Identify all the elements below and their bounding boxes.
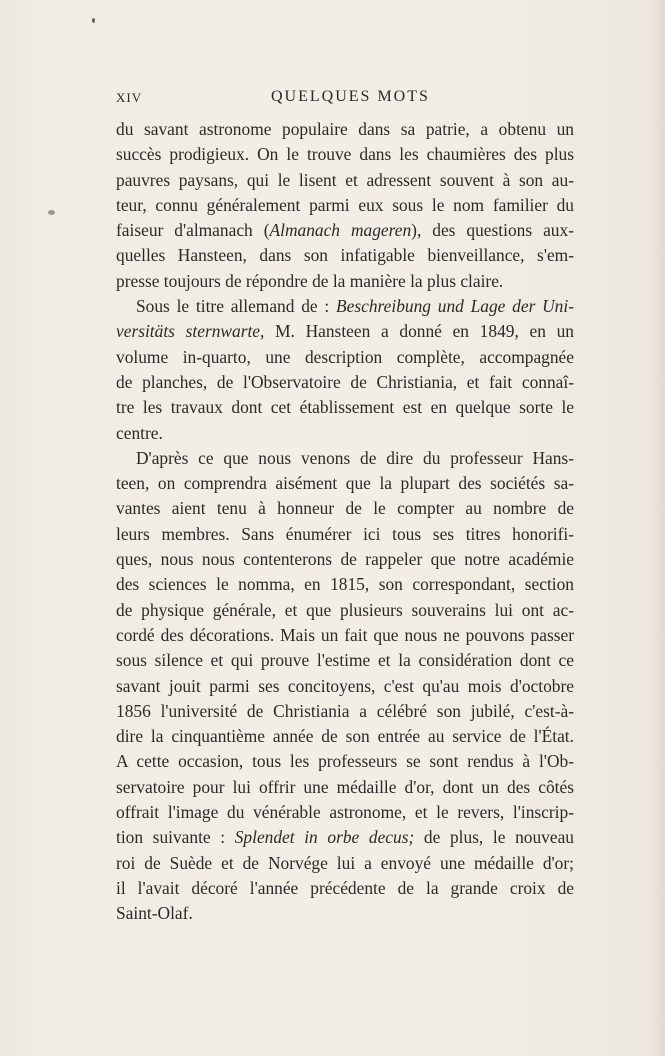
text-line: des sciences le nomma, en 1815, son correspondant, section [116,574,574,595]
text-line: Saint-Olaf. [116,903,193,924]
page-edge-shadow [651,0,665,1056]
text-line: D'après ce que nous venons de dire du professeur Hans- [136,447,574,468]
text-line: du savant astronome populaire dans sa patrie, a obtenu un [116,119,574,139]
italic-title: Beschreibung und Lage der Uni- [336,296,574,317]
text-line: tion suivante : Splendet in orbe decus; de plus, le nouveau [116,827,575,848]
italic-title: versitäts sternwarte [116,321,261,342]
running-title: QUELQUES MOTS [271,88,430,105]
text-line: offrait l'image du vénérable astronome, et le revers, l'inscrip- [116,802,574,823]
text-line: de physique générale, et que plusieurs souverains lui ont ac- [116,599,574,620]
paper-speck [92,18,95,23]
text-line: sous silence et qui prouve l'estime et la considération dont ce [116,650,574,671]
text-line: servatoire pour lui offrir une médaille d'or, dont un des côtés [116,776,574,797]
text-line: centre. [116,422,163,443]
text-line: vantes aient tenu à honneur de le compter au nombre de [116,498,574,519]
text-line: roi de Suède et de Norvége lui a envoyé une médaille d'or; [116,852,574,873]
page-number: XIV [116,90,143,105]
paper-speck [48,210,55,215]
text-line: savant jouit parmi ses concitoyens, c'est qu'au mois d'octobre [116,675,574,696]
text-line: volume in-quarto, une description complète, accompagnée [116,346,574,367]
text-line: dire la cinquantième année de son entrée au service de l'État. [116,726,574,747]
text-line: leurs membres. Sans énumérer ici tous ses titres honorifi- [116,523,574,544]
text-line: cordé des décorations. Mais un fait que nous ne pouvons passer [116,624,574,645]
text-line: il l'avait décoré l'année précédente de la grande croix de [116,877,574,898]
text-line: teur, connu généralement parmi eux sous le nom familier du [116,194,574,215]
text-line: pauvres paysans, qui le lisent et adressent souvent à son au- [116,169,574,190]
text-line: 1856 l'université de Christiania a célébré son jubilé, c'est-à- [116,700,574,721]
text-line: ques, nous nous contenterons de rappeler que notre académie [116,549,574,570]
text-line: de planches, de l'Observatoire de Christiania, et fait connaî- [116,371,574,392]
text-line: presse toujours de répondre de la manière la plus claire. [116,270,504,291]
page-header [116,88,574,112]
text-line: tre les travaux dont cet établissement est en quelque sorte le [116,397,574,418]
text-line: faiseur d'almanach (Almanach mageren), des questions aux- [116,220,574,241]
text-line: succès prodigieux. On le trouve dans les chaumières des plus [116,144,574,165]
italic-title: Almanach mageren [269,220,412,241]
text-line: versitäts sternwarte, M. Hansteen a donné en 1849, en un [116,321,574,342]
text-line: quelles Hansteen, dans son infatigable bienveillance, s'em- [116,245,574,266]
text-line: teen, on comprendra aisément que la plupart des sociétés sa- [116,473,574,494]
italic-motto: Splendet in orbe decus; [234,827,415,848]
body-text [116,117,574,927]
text-line: Sous le titre allemand de : Beschreibung und Lage der Uni- [136,296,574,317]
text-line: A cette occasion, tous les professeurs se sont rendus à l'Ob- [116,751,574,772]
